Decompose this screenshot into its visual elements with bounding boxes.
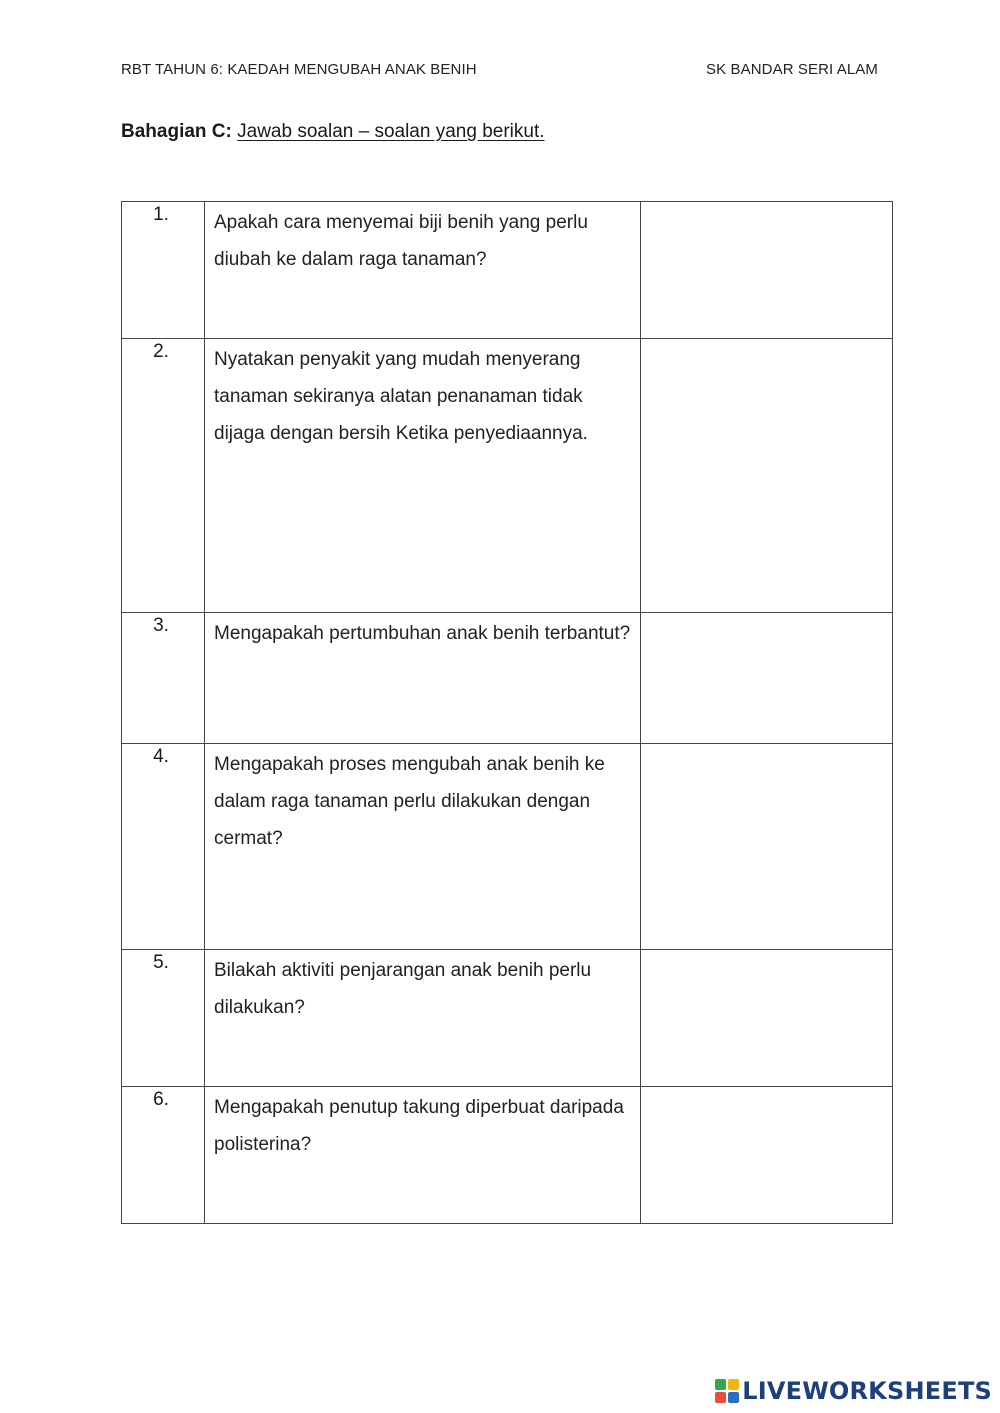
question-number: 6. — [122, 1087, 205, 1224]
logo-text: LIVEWORKSHEETS — [742, 1377, 992, 1405]
answer-box-5[interactable] — [641, 950, 893, 1087]
question-number: 3. — [122, 613, 205, 744]
liveworksheets-logo[interactable] — [715, 1377, 992, 1405]
answer-box-3[interactable] — [641, 613, 893, 744]
question-number: 4. — [122, 744, 205, 950]
liveworksheets-logo-icon — [715, 1379, 739, 1403]
question-number: 2. — [122, 339, 205, 613]
question-row-6 — [122, 1087, 893, 1224]
question-text: Mengapakah penutup takung diperbuat daripada polisterina? — [205, 1087, 641, 1224]
question-text: Mengapakah proses mengubah anak benih ke dalam raga tanaman perlu dilakukan dengan cermat? — [205, 744, 641, 950]
answer-box-1[interactable] — [641, 202, 893, 339]
question-number: 5. — [122, 950, 205, 1087]
answer-box-4[interactable] — [641, 744, 893, 950]
question-number: 1. — [122, 202, 205, 339]
question-text: Apakah cara menyemai biji benih yang perlu diubah ke dalam raga tanaman? — [205, 202, 641, 339]
question-row-4 — [122, 744, 893, 950]
question-text: Bilakah aktiviti penjarangan anak benih perlu dilakukan? — [205, 950, 641, 1087]
question-table — [121, 201, 893, 1224]
answer-box-6[interactable] — [641, 1087, 893, 1224]
section-heading — [121, 121, 545, 143]
question-row-3 — [122, 613, 893, 744]
question-text: Nyatakan penyakit yang mudah menyerang tanaman sekiranya alatan penanaman tidak dijaga dengan bersih Ketika penyediaannya. — [205, 339, 641, 613]
header-left-title: RBT TAHUN 6: KAEDAH MENGUBAH ANAK BENIH — [121, 61, 477, 78]
question-row-2 — [122, 339, 893, 613]
header-school-name: SK BANDAR SERI ALAM — [706, 61, 878, 78]
question-row-1 — [122, 202, 893, 339]
section-instruction: Jawab soalan – soalan yang berikut. — [237, 121, 545, 142]
answer-box-2[interactable] — [641, 339, 893, 613]
question-text: Mengapakah pertumbuhan anak benih terbantut? — [205, 613, 641, 744]
section-label: Bahagian C: — [121, 121, 232, 142]
question-row-5 — [122, 950, 893, 1087]
